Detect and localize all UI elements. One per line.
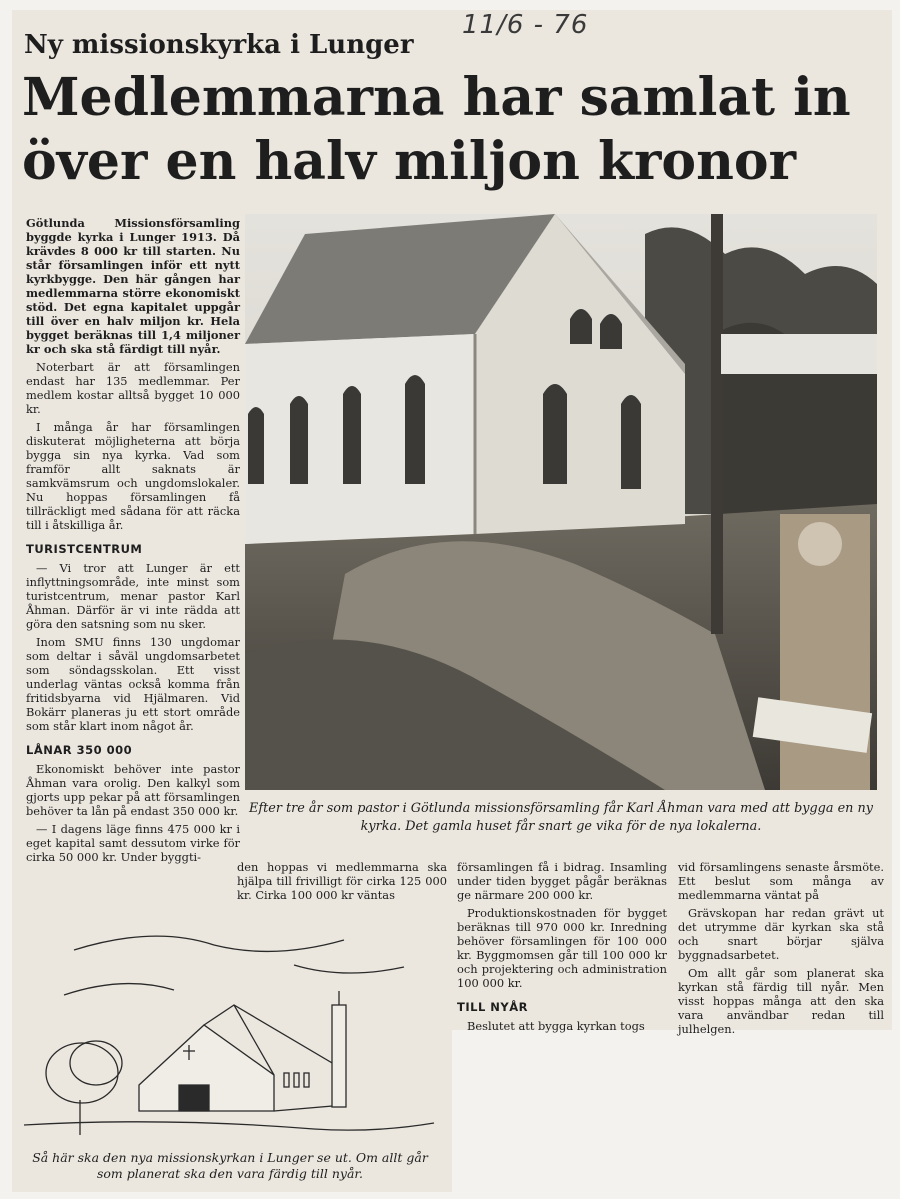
paragraph: I många år har församlingen diskuterat möjligheterna att börja bygga sin nya kyrka. Vad som framför allt saknats är samkvämsrum och ungdomslokaler. Nu hoppas församlingen få tillräckligt med sådana för att räcka till i åtskilliga år. <box>26 420 240 532</box>
paragraph: Om allt går som planerat ska kyrkan stå färdig till nyår. Men visst hoppas många att den ska vara användbar redan till julhelgen. <box>678 966 884 1036</box>
kicker: Ny missionskyrka i Lunger <box>24 30 414 60</box>
paragraph: den hoppas vi medlemmarna ska hjälpa till frivilligt för cirka 125 000 kr. Cirka 100 000 kr väntas <box>237 860 447 902</box>
photo-caption: Efter tre år som pastor i Götlunda missionsförsamling får Karl Åhman vara med att bygga en ny kyrka. Det gamla huset får snart ge vika för de nya lokalerna. <box>249 801 873 834</box>
paragraph: Grävskopan har redan grävt ut det utrymme där kyrkan ska stå och snart börjar själva byggnadsarbetet. <box>678 906 884 962</box>
handwritten-date: 11/6 - 76 <box>462 10 589 40</box>
paragraph: Inom SMU finns 130 ungdomar som deltar i såväl ungdomsarbetet som söndagsskolan. Ett visst underlag väntas också komma från fritidsbyarna vid Hjälmaren. Vid Bokärr planeras ju ett stort område som står klart inom något år. <box>26 635 240 733</box>
church-sketch <box>14 905 444 1145</box>
paragraph: församlingen få i bidrag. Insamling under tiden bygget pågår beräknas ge närmare 200 000 kr. <box>457 860 667 902</box>
paragraph: vid församlingens senaste årsmöte. Ett beslut som många av medlemmarna väntat på <box>678 860 884 902</box>
article-column-1 <box>26 216 240 868</box>
subheading-lanar: LÅNAR 350 000 <box>26 743 133 757</box>
church-photo <box>245 214 877 790</box>
lead-paragraph: Götlunda Missionsförsamling byggde kyrka i Lunger 1913. Då krävdes 8 000 kr till starten. Nu står församlingen inför ett nytt kyrkbygge. Den här gången har medlemmarna större ekonomiskt stöd. Det egna kapitalet uppgår till över en halv miljon kr. Hela bygget beräknas till 1,4 miljoner kr och ska stå färdigt till nyår. <box>26 216 240 356</box>
sketch-caption: Så här ska den nya missionskyrkan i Lunger se ut. Om allt går som planerat ska den vara färdig till nyår. <box>32 1150 428 1181</box>
paragraph: Produktionskostnaden för bygget beräknas till 970 000 kr. Inredning behöver församlingen för 100 000 kr. Byggmomsen går till 100 000 kr och projektering och administration 100 000 kr. <box>457 906 667 990</box>
article-column-4 <box>678 860 884 1040</box>
paragraph: Noterbart är att församlingen endast har 135 medlemmar. Per medlem kostar alltså bygget 10 000 kr. <box>26 360 240 416</box>
article-column-3 <box>457 860 667 1037</box>
article-column-2 <box>237 860 447 906</box>
subheading-turistcentrum: TURISTCENTRUM <box>26 542 143 556</box>
paragraph: — I dagens läge finns 475 000 kr i eget kapital samt dessutom virke för cirka 50 000 kr. Under byggti- <box>26 822 240 864</box>
paragraph: Beslutet att bygga kyrkan togs <box>467 1019 645 1033</box>
paragraph: — Vi tror att Lunger är ett inflyttningsområde, inte minst som turistcentrum, menar pastor Karl Åhman. Därför är vi inte rädda att göra den satsning som nu sker. <box>26 561 240 631</box>
headline: Medlemmarna har samlat in över en halv miljon kronor <box>22 67 851 192</box>
subheading-till-nyar: TILL NYÅR <box>457 1000 528 1014</box>
paragraph: Ekonomiskt behöver inte pastor Åhman vara orolig. Den kalkyl som gjorts upp pekar på att församlingen behöver ta lån på endast 350 000 kr. <box>26 762 240 818</box>
